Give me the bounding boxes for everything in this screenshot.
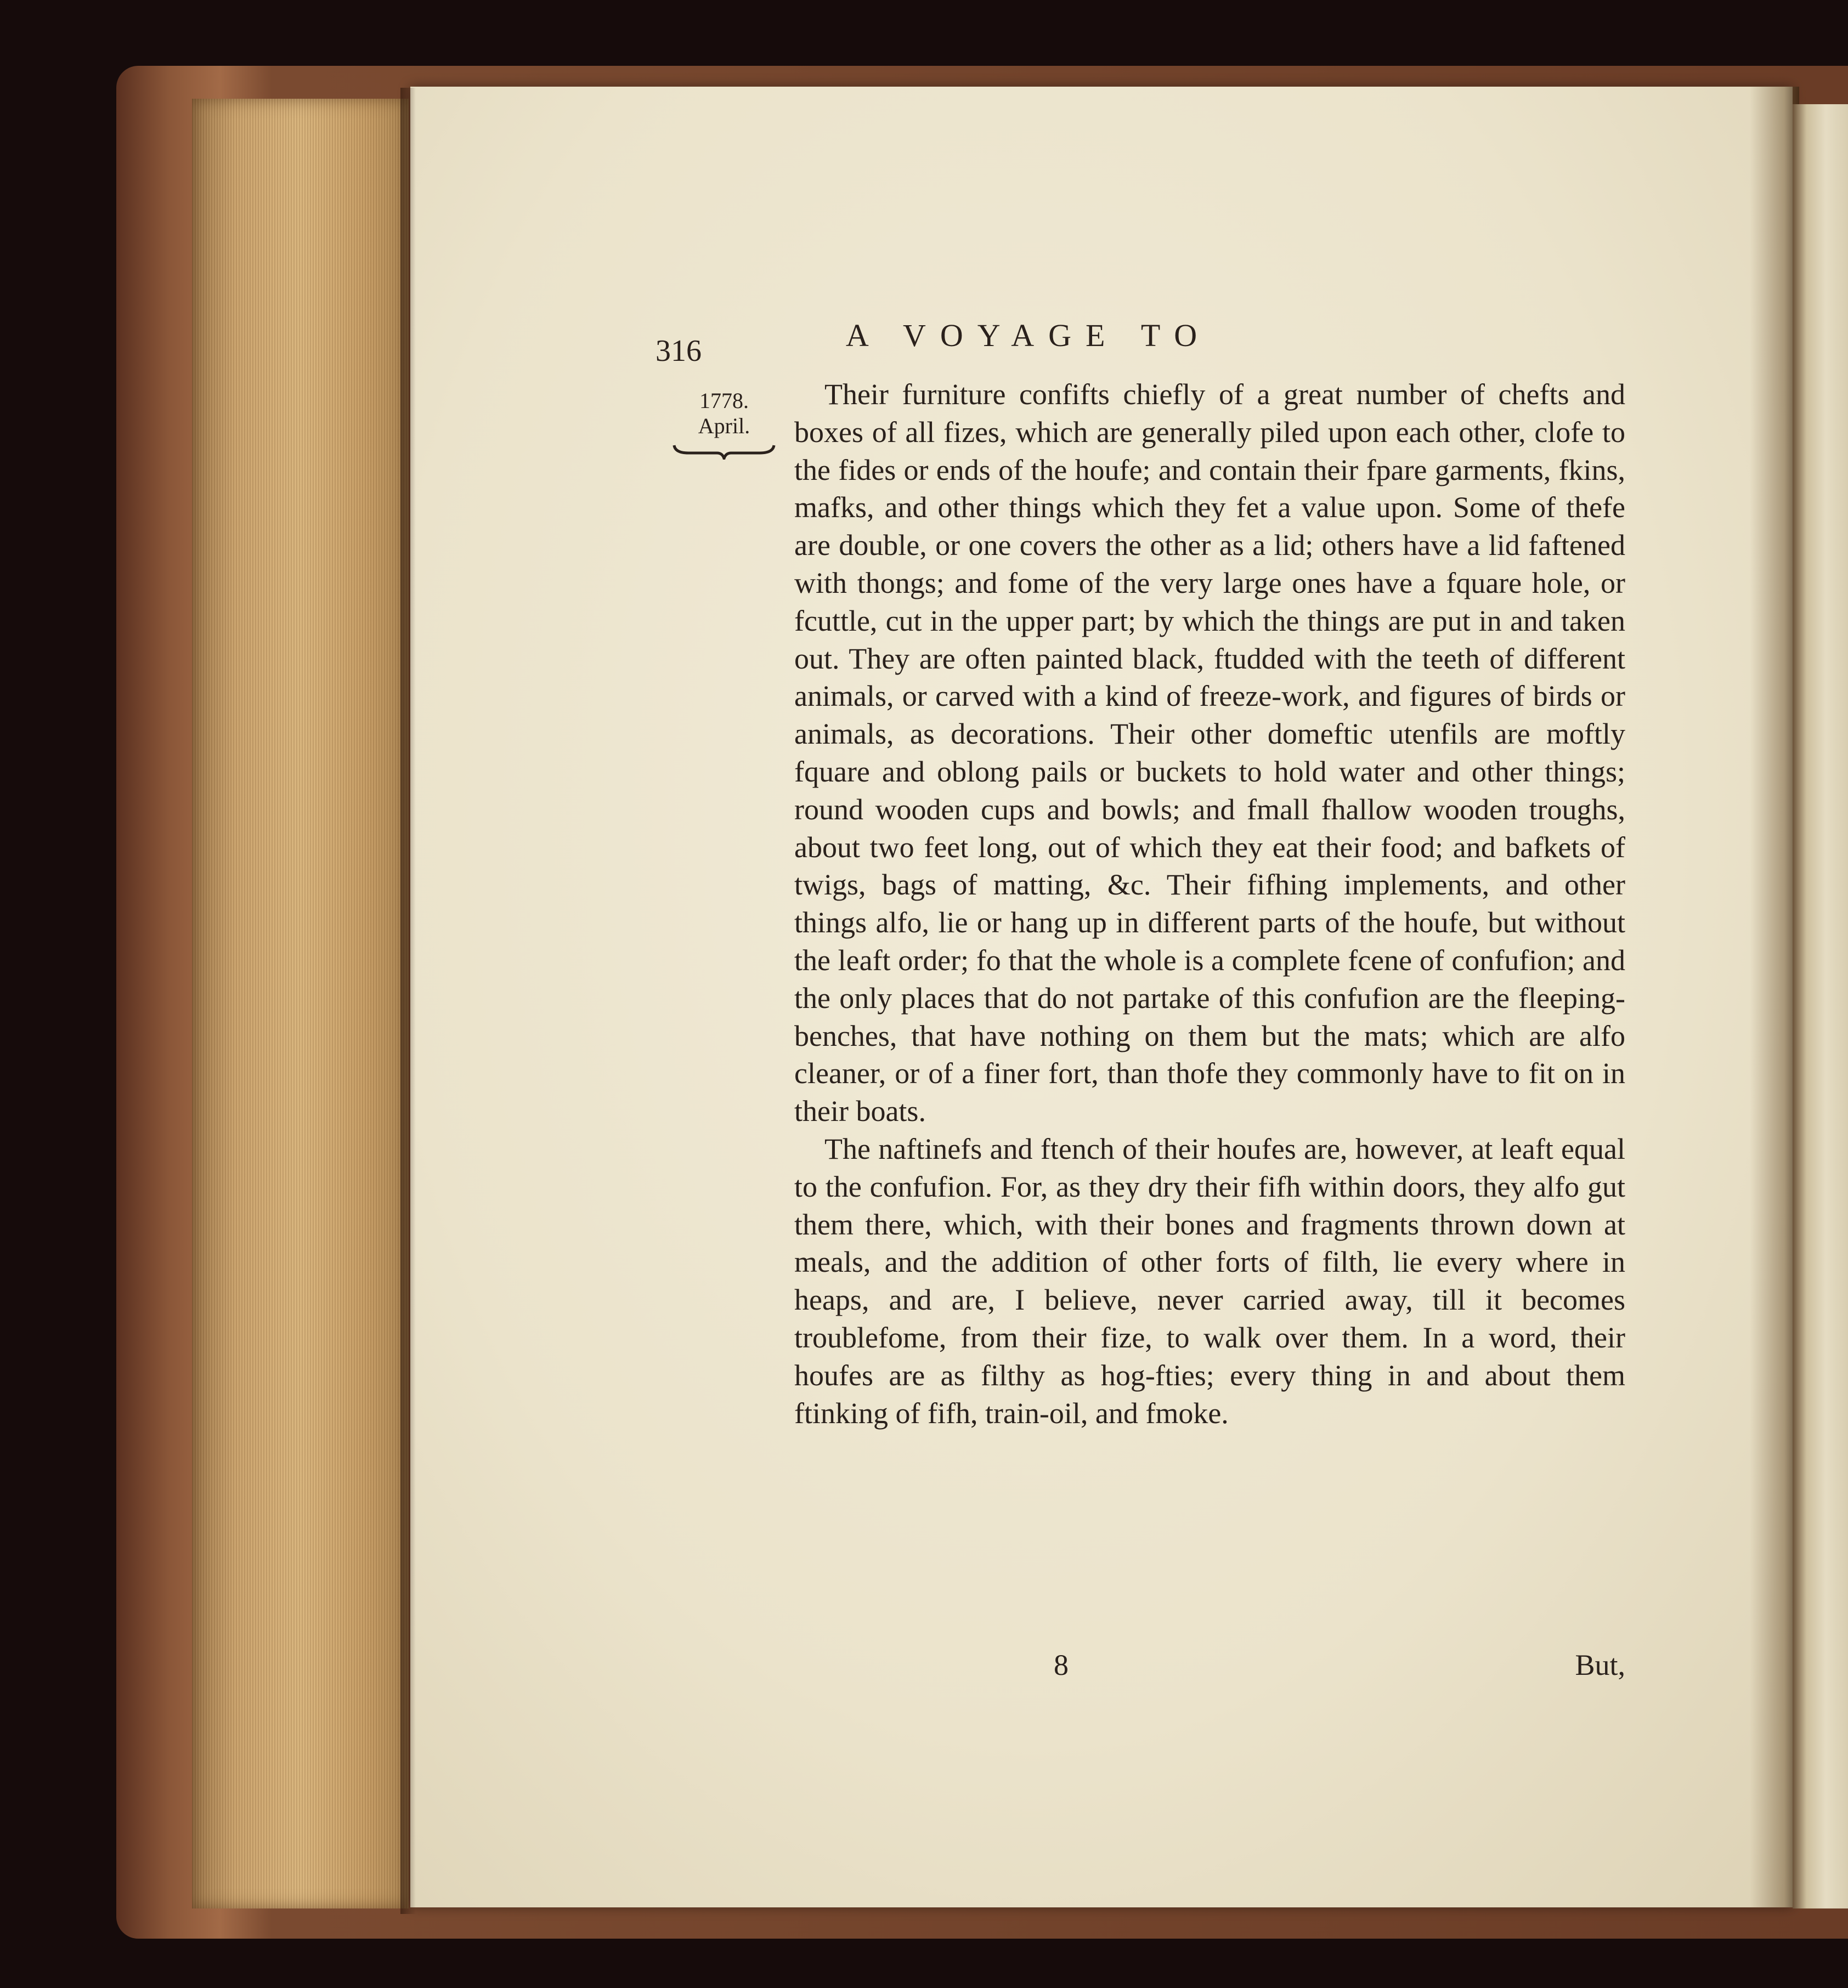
running-head: A VOYAGE TO	[845, 318, 1212, 353]
margin-note	[672, 388, 776, 460]
margin-note-month: April.	[698, 414, 750, 438]
margin-note-year: 1778.	[699, 388, 749, 413]
body-text	[794, 376, 1625, 1432]
page-edges	[192, 99, 409, 1908]
paragraph-2: The naftinefs and ftench of their houfes are, however, at leaft equal to the confufion. For, as they dry their fifh within doors, they alfo gut them there, which, with their bones and fragments thrown down at meals, and the addition of other forts of filth, lie every where in heaps, and are, I believe, never carried away, till it becomes troublefome, from their fize, to walk over them. In a word, their houfes are as filthy as hog-fties; every thing in and about them ftinking of fifh, train-oil, and fmoke.	[794, 1132, 1625, 1430]
page-edge-shadow	[400, 88, 416, 1914]
facing-page-edge	[1793, 104, 1848, 1908]
page-number: 316	[655, 334, 702, 368]
signature-mark: 8	[1054, 1649, 1069, 1681]
page-footer	[794, 1648, 1625, 1681]
paragraph-1: Their furniture confifts chiefly of a great number of chefts and boxes of all fizes, which are generally piled upon each other, clofe to the fides or ends of the houfe; and contain their fpare garments, fkins, mafks, and other things which they fet a value upon. Some of thefe are double, or one covers the other as a lid; others have a lid faftened with thongs; and fome of the very large ones have a fquare hole, or fcuttle, cut in the upper part; by which the things are put in and taken out. They are often painted black, ftudded with the teeth of different animals, or carved with a kind of freeze-work, and figures of birds or animals, as decorations. Their other domeftic utenfils are moftly fquare and oblong pails or buckets to hold water and other things; round wooden cups and bowls; and fmall fhallow wooden troughs, about two feet long, out of which they eat their food; and bafkets of twigs, bags of matting, &c. Their fifhing implements, and other things alfo, lie or hang up in different parts of the houfe, but without the leaft order; fo that the whole is a complete fcene of confufion; and the only places that do not partake of this confufion are the fleeping-benches, that have nothing on them but the mats; which are alfo cleaner, or of a finer fort, than thofe they commonly have to fit on in their boats.	[794, 378, 1625, 1128]
catchword: But,	[1575, 1649, 1625, 1681]
gutter-shadow	[1750, 87, 1799, 1907]
curly-brace-icon	[672, 443, 776, 460]
